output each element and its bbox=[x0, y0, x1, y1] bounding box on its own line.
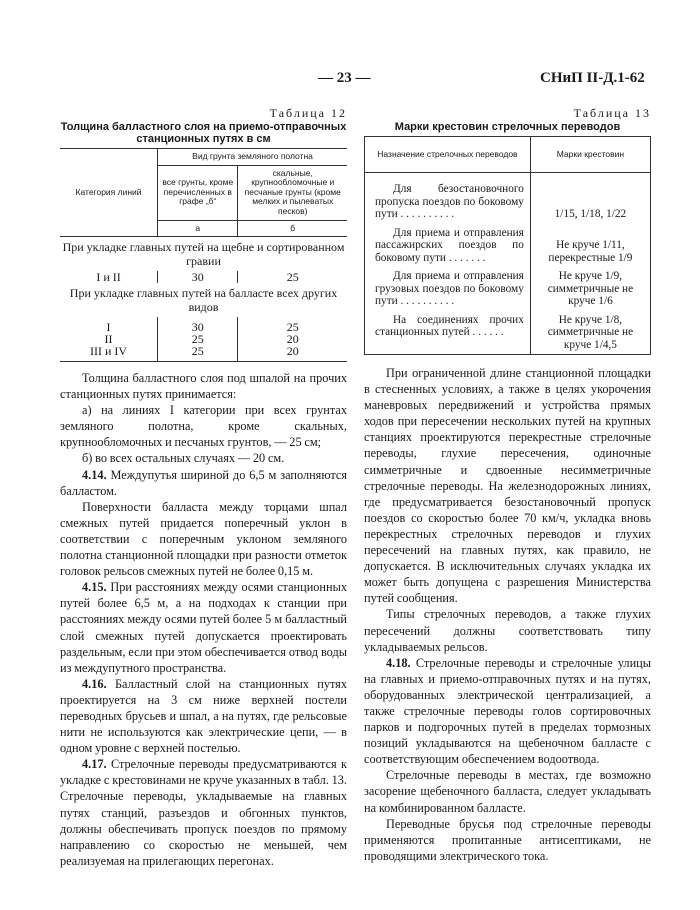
cell-a: 30 bbox=[158, 317, 238, 333]
clause-text: Стрелочные переводы предусматриваются к укладке с крестовинами не круче указанных в табл. 13. Стрелочные переводы, укладываемые на главных путях станций, разъездов и обгонных пунктов, должны обеспечивать пропуск поездов по прямому направлению со скоростью не меньшей, чем реализуемая на прилегающих перегонах. bbox=[60, 757, 348, 868]
cell-purpose: Для приема и отправления пассажирских поездов по боковому пути . . . . . . . bbox=[375, 226, 524, 264]
clause-number: 4.15. bbox=[82, 580, 107, 595]
cell-marks: 1/15, 1/18, 1/22 bbox=[530, 173, 650, 224]
table-row bbox=[365, 173, 651, 224]
paragraph: Переводные брусья под стрелочные переводы применяются пропитанные антисептиками, не проводящими электрического тока. bbox=[364, 816, 651, 863]
paragraph: Толщина балластного слоя под шпалой на прочих станционных путях принимается: bbox=[60, 371, 347, 402]
document-code: СНиП II-Д.1-62 bbox=[540, 70, 645, 86]
cell-b: 25 bbox=[238, 317, 347, 333]
paragraph: б) во всех остальных случаях — 20 см. bbox=[82, 451, 285, 466]
cell-marks: Не круче 1/9, симметричные не круче 1/6 bbox=[530, 267, 650, 311]
table13-caption: Таблица 13 bbox=[573, 106, 651, 120]
clause-text: Стрелочные переводы и стрелочные улицы на главных и приемо-отправочных путях и на путях, оборудованных электрической централизацией, а также стрелочные переводы голов сортировочных парков и подгорочных путей в пределах тормозных позиций укладываются на щебеночном балласте с соответствующим обеспечением водоотвода. bbox=[364, 655, 651, 767]
clause-text: Балластный слой на станционных путях проектируется на 3 см ниже верхней постели переводных брусьев и шпал, а на путях, где рельсовые нити не используются как электрические цепи, — в одном уровне с верхней постелью. bbox=[60, 676, 347, 756]
col-a-mark: а bbox=[158, 220, 238, 237]
cell-b: 25 bbox=[238, 271, 347, 283]
table13-title: Марки крестовин стрелочных переводов bbox=[394, 121, 621, 133]
cell-category: I bbox=[106, 320, 111, 334]
cell-b: 20 bbox=[238, 345, 347, 362]
paragraph-4-14 bbox=[60, 467, 347, 499]
paragraph: Поверхности балласта между торцами шпал смежных путей придается поперечный уклон в соответствии с поперечным уклоном земляного полотна станционной площадки при разности отметок головок рельсов смежных путей не более 0,15 м. bbox=[60, 499, 347, 579]
cell-purpose: На соединениях прочих станционных путей . . . . . . bbox=[375, 313, 524, 338]
clause-number: 4.17. bbox=[82, 757, 107, 772]
table-row bbox=[365, 267, 651, 311]
col-a: все грунты, кроме перечисленных в графе „б“ bbox=[158, 165, 238, 220]
cell-b: 20 bbox=[238, 333, 347, 345]
page-number: — 23 — bbox=[318, 70, 371, 86]
paragraph-4-18 bbox=[364, 655, 651, 768]
section-heading: При укладке главных путей на балласте всех других видов bbox=[69, 286, 338, 314]
table-row bbox=[365, 224, 651, 268]
table13 bbox=[364, 136, 651, 355]
col-category: Категория линий bbox=[60, 149, 158, 237]
section-heading: При укладке главных путей на щебне и сортированном гравии bbox=[62, 240, 345, 268]
col-b-mark: б bbox=[238, 220, 347, 237]
cell-a: 30 bbox=[158, 271, 238, 283]
cell-marks: Не круче 1/11, перекрестные 1/9 bbox=[530, 224, 650, 268]
cell-a: 25 bbox=[158, 345, 238, 362]
col-group: Вид грунта земляного полотна bbox=[158, 149, 347, 166]
cell-purpose: Для приема и отправления грузовых поездов по боковому пути . . . . . . . . . . bbox=[375, 270, 524, 307]
paragraph-4-15 bbox=[60, 579, 347, 676]
table-row bbox=[60, 345, 347, 362]
paragraph-4-16 bbox=[60, 676, 347, 756]
table-row bbox=[365, 311, 651, 355]
clause-number: 4.18. bbox=[386, 655, 411, 670]
table12-caption: Таблица 12 bbox=[269, 106, 347, 120]
col-b: скальные, крупнообломочные и песчаные грунты (кроме мелких и пылеватых песков) bbox=[238, 165, 347, 220]
paragraph: а) на линиях I категории при всех грунтах земляного полотна, кроме скальных, крупнообломочных и песчаных грунтов, — 25 см; bbox=[60, 403, 347, 450]
cell-purpose: Для безостановочного пропуска поездов по боковому пути . . . . . . . . . . bbox=[375, 183, 524, 220]
right-column bbox=[364, 106, 651, 864]
paragraph: Стрелочные переводы в местах, где возможно засорение щебеночного балласта, следует укладывать на комбинированном балласте. bbox=[364, 768, 651, 815]
left-column bbox=[60, 106, 347, 869]
cell-category: I и II bbox=[96, 270, 121, 284]
paragraph: Типы стрелочных переводов, а также глухих пересечений должны соответствовать типу укладываемых рельсов. bbox=[364, 607, 651, 654]
col-purpose: Назначение стрелочных переводов bbox=[365, 137, 531, 173]
paragraph: При ограниченной длине станционной площадки в стесненных условиях, а также в целях укорочения маневровых передвижений и устройства прямых ходов при пересечении нескольких путей на крупных станциях проектируются перекрестные стрелочные переводы, глухие пересечения, одиночные симметричные и сдвоенные несимметричные стрелочные переводы. На железнодорожных линиях, где предусматривается безостановочный пропуск поездов со скоростью более 70 км/ч, укладка вновь перекрестных стрелочных переводов и глухих пересечений на главных путях, как правило, не допускается. В исключительных случаях укладка их может быть допущена с разрешения Министерства путей сообщения. bbox=[364, 366, 651, 606]
clause-text: При расстояниях между осями станционных путей более 6,5 м, а на подходах к станции при расстояниях между осями путей более 5 м балластный слой смежных путей допускается проектировать раздельным, если при этом обеспечивается отвод воды из междупутного пространства. bbox=[60, 580, 348, 675]
cell-category: II bbox=[104, 332, 113, 346]
col-marks: Марки крестовин bbox=[530, 137, 650, 173]
table12-title: Толщина балластного слоя на приемо-отправочных станционных путях в см bbox=[60, 121, 347, 145]
cell-category: III и IV bbox=[90, 344, 128, 358]
table-row bbox=[60, 317, 347, 333]
clause-number: 4.16. bbox=[82, 676, 107, 691]
table12 bbox=[60, 148, 347, 362]
cell-a: 25 bbox=[158, 333, 238, 345]
clause-text: Междупутья шириной до 6,5 м заполняются балластом. bbox=[60, 467, 347, 498]
clause-number: 4.14. bbox=[82, 467, 107, 482]
table-row bbox=[60, 271, 347, 283]
paragraph-4-17 bbox=[60, 756, 347, 869]
cell-marks: Не круче 1/8, симметричные не круче 1/4,5 bbox=[530, 311, 650, 355]
